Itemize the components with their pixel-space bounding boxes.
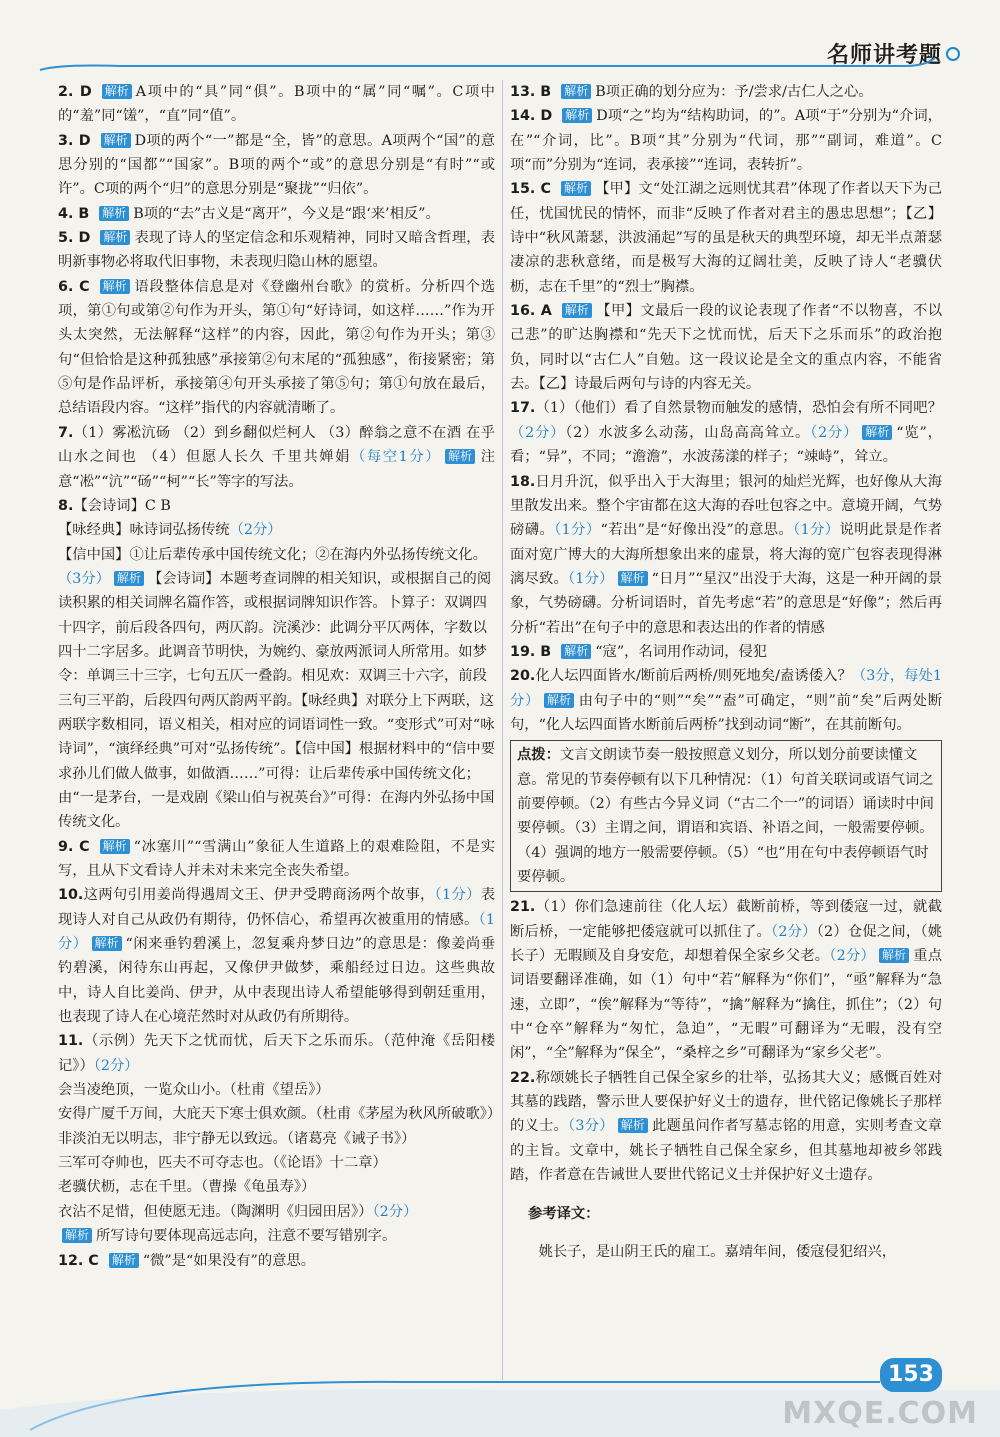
sub-answer bbox=[58, 518, 495, 542]
analysis-tag: 解析 bbox=[562, 108, 592, 123]
score-note: （2分） bbox=[771, 923, 817, 940]
example-line bbox=[58, 1175, 495, 1199]
answer-text: A项中的“具”同“俱”。B项中的“属”同“嘱”。C项中的“羞”同“馐”，“直”同“值”。 bbox=[58, 84, 495, 125]
question-number: 2. bbox=[58, 84, 74, 100]
question-item bbox=[58, 883, 495, 1029]
right-column bbox=[510, 80, 942, 1265]
example-text: 安得广厦千万间，大庇天下寒士俱欢颜。（杜甫《茅屋为秋风所破歌》） bbox=[58, 1106, 502, 1123]
question-number: 11. bbox=[58, 1033, 84, 1050]
score-note: （1分） bbox=[793, 522, 840, 539]
score-note: （1分） bbox=[567, 570, 614, 587]
question-item bbox=[510, 104, 942, 177]
answer-letter: B bbox=[535, 643, 552, 660]
question-item bbox=[510, 396, 942, 469]
score-note: （2分） bbox=[510, 424, 566, 441]
analysis-tag: 解析 bbox=[561, 181, 591, 196]
score-note: （2分） bbox=[229, 522, 282, 539]
example-line bbox=[58, 1078, 495, 1102]
answer-letter: B bbox=[535, 84, 552, 100]
analysis-tag: 解析 bbox=[100, 279, 130, 294]
analysis-tag: 解析 bbox=[102, 84, 132, 99]
answer-text: （1）（他们）看了自然景物而触发的感情，恐怕会有所不同吧？ bbox=[535, 400, 942, 417]
answer-text: B项的“去”古义是“离开”，今义是“跟‘来’相反”。 bbox=[133, 205, 440, 222]
answer-text: （2）仓促之间，（姚长子）无暇顾及自身安危，却想着保全家乡父老。 bbox=[510, 923, 942, 965]
score-note: （2分） bbox=[829, 948, 875, 965]
question-item bbox=[58, 421, 495, 494]
analysis-text: 注意“凇”“沆”“砀”“柯”“长”等字的写法。 bbox=[58, 449, 495, 490]
reference-label: 参考译文： bbox=[528, 1205, 600, 1222]
question-number: 21. bbox=[510, 899, 536, 916]
section-title: 名师讲考题 bbox=[826, 43, 942, 68]
analysis-tag: 解析 bbox=[879, 948, 909, 963]
question-number: 6. bbox=[58, 278, 74, 295]
question-number: 9. bbox=[58, 838, 74, 855]
answer-text: 【甲】文最后一段的议论表现了作者“不以物喜，不以己悲”的旷达胸襟和“先天下之忧而忧，后天下之乐而乐”的政治抱负，同时以“古仁人”自勉。这一段议论是全文的重点内容，不能省去。【乙】诗最后两句与诗的内容无关。 bbox=[510, 303, 942, 393]
score-note: （2分） bbox=[372, 1203, 418, 1220]
score-note: （每空1分） bbox=[350, 449, 442, 466]
question-item bbox=[510, 640, 942, 664]
tip-label: 点拨： bbox=[517, 747, 560, 764]
analysis-tag: 解析 bbox=[562, 303, 592, 318]
score-note: （3分） bbox=[568, 1118, 614, 1135]
reference-text: 姚长子，是山阴王氏的雇工。嘉靖年间，倭寇侵犯绍兴， bbox=[538, 1244, 897, 1261]
tip-box bbox=[510, 740, 942, 892]
analysis-text: 重点词语要翻译准确，如（1）句中“若”解释为“你们”，“亟”解释为“急速，立即”，“俟”解释为“等待”，“擒”解释为“擒住，抓住”；（2）句中“仓卒”解释为“匆忙，急迫”，“无暇”可翻译为“无暇，没有空闲”，“全”解释为“保全”，“桑梓之乡”可翻译为“家乡父老”。 bbox=[510, 948, 943, 1062]
question-number: 16. bbox=[510, 303, 536, 320]
question-item bbox=[510, 664, 942, 737]
example-line bbox=[58, 1127, 495, 1151]
analysis-tag: 解析 bbox=[561, 644, 591, 659]
example-text: 非淡泊无以明志，非宁静无以致远。（诸葛亮《诫子书》） bbox=[58, 1130, 416, 1147]
header-curve bbox=[0, 0, 1000, 80]
sub-answer bbox=[58, 543, 495, 835]
answer-letter: C bbox=[73, 838, 90, 855]
answer-text: 说明此景是作者面对宽广博大的大海所想象出来的虚景，将大海的宽广包容表现得淋漓尽致。 bbox=[510, 522, 942, 587]
answer-text: 【会诗词】C B bbox=[73, 497, 171, 514]
score-note: （2分） bbox=[810, 424, 859, 441]
question-item bbox=[58, 835, 495, 884]
answer-text: （1）你们急速前往（化人坛）截断前桥，等到倭寇一过，就截断后桥，一定能够把倭寇就可以抓住了。 bbox=[510, 899, 942, 940]
column-divider bbox=[502, 80, 503, 1380]
analysis-tag: 解析 bbox=[114, 571, 144, 586]
question-number: 13. bbox=[510, 84, 536, 100]
answer-text: “微”是“如果没有”的意思。 bbox=[142, 1252, 316, 1269]
analysis-tag: 解析 bbox=[101, 133, 131, 148]
score-note: （2分） bbox=[93, 1057, 139, 1074]
question-item bbox=[510, 299, 942, 396]
analysis-tag: 解析 bbox=[618, 1118, 648, 1133]
score-note: （1分） bbox=[58, 911, 495, 953]
score-note: （1分） bbox=[554, 522, 601, 539]
question-item bbox=[510, 1066, 942, 1188]
left-column bbox=[58, 80, 502, 1273]
question-item bbox=[58, 80, 495, 129]
question-number: 12. bbox=[58, 1252, 84, 1269]
page-number: 153 bbox=[880, 1358, 942, 1392]
answer-letter: C bbox=[535, 181, 551, 198]
answer-text: 表现诗人对自己从政仍有期待，仍怀信心，希望再次被重用的情感。 bbox=[58, 887, 495, 928]
answer-text: D项的两个“一”都是“全，皆”的意思。A项两个“国”的意思分别的“国都”“国家”。B项的两个“或”的意思分别是“有时”“或许”。C项的两个“归”的意思分别是“聚拢”“归依”。 bbox=[58, 132, 495, 198]
answer-text: 这两句引用姜尚得遇周文王、伊尹受聘商汤两个故事， bbox=[83, 887, 435, 904]
analysis-tag: 解析 bbox=[99, 206, 129, 221]
analysis-tag: 解析 bbox=[618, 571, 648, 586]
analysis-tag: 解析 bbox=[100, 839, 130, 854]
example-line bbox=[58, 1151, 495, 1175]
analysis-text: 此题虽问作者写墓志铭的用意，实则考查文章的主旨。文章中，姚长子牺牲自己保全家乡，但其墓地却被乡邻践踏，作者意在告诫世人要世代铭记义士并保护好义士遗存。 bbox=[510, 1118, 942, 1184]
example-line bbox=[58, 1102, 502, 1126]
question-number: 19. bbox=[510, 643, 536, 660]
answer-text: 语段整体信息是对《登幽州台歌》的赏析。分析四个选项，第①句或第②句作为开头，第①句“好诗词，如这样……”作为开头太突然，无法解释“这样”的内容，因此，第②句作为开头；第③句“但恰恰是这种孤独感”承接第②句末尾的“孤独感”，衔接紧密；第⑤句是作品评析，承接第④句开头承接了第⑤句；第①句放在最后，总结语段内容。“这样”指代的内容就清晰了。 bbox=[58, 278, 495, 417]
question-number: 14. bbox=[510, 108, 536, 125]
analysis-tag: 解析 bbox=[561, 84, 591, 99]
question-number: 10. bbox=[58, 887, 84, 904]
answer-letter: D bbox=[73, 230, 91, 247]
score-note: （3分，每处1分） bbox=[510, 668, 942, 709]
question-item bbox=[510, 470, 942, 640]
question-item bbox=[58, 202, 495, 226]
analysis-text: 由句子中的“则”“矣”“盍”可确定，“则”前“矣”后两处断句，“化人坛四面皆水断前后两桥”找到动词“断”，在其前断句。 bbox=[510, 692, 943, 733]
answer-letter: D bbox=[73, 84, 92, 100]
answer-letter: D bbox=[73, 132, 91, 149]
answer-text: 【咏经典】咏诗词弘扬传统 bbox=[58, 522, 230, 539]
example-line bbox=[58, 1200, 495, 1224]
question-number: 5. bbox=[58, 230, 74, 247]
analysis-tag: 解析 bbox=[544, 693, 574, 708]
tip-text: 文言文朗读节奏一般按照意义划分，所以划分前要读懂文意。常见的节奏停顿有以下几种情况：（1）句首关联词或语气词之前要停顿。（2）有些古今异义词（“古二个一”的词语）诵读时中间要停顿。（3）主谓之间，谓语和宾语、补语之间，一般需要停顿。（4）强调的地方一般需要停顿。（5）“也”用在句中表停顿语气时要停顿。 bbox=[517, 747, 934, 885]
example-text: 会当凌绝顶，一览众山小。（杜甫《望岳》） bbox=[58, 1082, 330, 1099]
answer-text: “若出”是“好像出没”的意思。 bbox=[600, 522, 794, 539]
answer-text: 【信中国】①让后辈传承中国传统文化；②在海内外弘扬传统文化。 bbox=[58, 546, 487, 563]
answer-letter: C bbox=[83, 1252, 99, 1269]
example-text: 三军可夺帅也，匹夫不可夺志也。（《论语》十二章） bbox=[58, 1155, 387, 1172]
answer-text: D项“之”均为“结构助词，的”。A项“于”分别为“介词，在”“介词，比”。B项“其”分别为“代词，那”“副词，难道”。C项“而”分别为“连词，表承接”“连词，表转折”。 bbox=[510, 108, 942, 174]
analysis-tag: 解析 bbox=[445, 449, 475, 464]
answer-text: 表现了诗人的坚定信念和乐观精神，同时又暗含哲理，表明新事物必将取代旧事物，未表现归隐山林的愿望。 bbox=[58, 230, 495, 271]
question-item bbox=[510, 177, 942, 299]
answer-text: “寇”，名词用作动词，侵犯 bbox=[595, 643, 768, 660]
answer-text: 日月升沉，似乎出入于大海里；银河的灿烂光辉，也好像从大海里散发出来。整个宇宙都在这大海的吞吐包容之中。意境开阔，气势磅礴。 bbox=[510, 473, 942, 539]
analysis-text: 【会诗词】本题考查词牌的相关知识，或根据自己的阅读积累的相关词牌名篇作答，或根据词牌知识作答。卜算子：双调四十四字，前后段各四句，两仄韵。浣溪沙：此调分平仄两体，字数以四十二字居多。此调音节明快，为婉约、豪放两派词人所常用。如梦令：单调三十三字，七句五仄一叠韵。相见欢：双调三十六字，前段三句三平韵，后段四句两仄韵两平韵。【咏经典】对联分上下两联，这两联字数相同，语义相关，相对应的词语词性一致。“变形式”可对“咏诗词”，“演绎经典”可对“弘扬传统”。【信中国】根据材料中的“信中要求孙儿们做人做事，如做酒……”可得：让后辈传承中国传统文化；由“一是茅台，一是戏剧《梁山伯与祝英台》”可得：在海内外弘扬中国传统文化。 bbox=[58, 570, 496, 831]
question-number: 17. bbox=[510, 400, 536, 417]
analysis-tag: 解析 bbox=[862, 425, 892, 440]
question-number: 15. bbox=[510, 181, 536, 198]
answer-letter: A bbox=[535, 303, 552, 320]
question-item bbox=[58, 494, 495, 518]
answer-text: （示例）先天下之忧而忧，后天下之乐而乐。（范仲淹《岳阳楼记》） bbox=[58, 1033, 495, 1074]
answer-letter: C bbox=[73, 278, 90, 295]
example-text: 老骥伏枥，志在千里。（曹操《龟虽寿》） bbox=[58, 1179, 316, 1196]
question-item bbox=[58, 1249, 495, 1273]
analysis-line bbox=[58, 1224, 495, 1248]
analysis-text: “日月”“星汉”出没于大海，这是一种开阔的景象，气势磅礴。分析词语时，首先考虑“若”的意思是“好像”；然后再分析“若出”在句子中的意思和表达出的作者的情感 bbox=[510, 570, 943, 636]
answer-text: （1）雾凇沆砀 （2）到乡翻似烂柯人 （3）醉翁之意不在酒 在乎山水之间也 （4）但愿人长久 千里共婵娟 bbox=[58, 424, 495, 466]
question-item bbox=[510, 895, 942, 1065]
analysis-tag: 解析 bbox=[100, 230, 130, 245]
analysis-text: “览”，看；“异”，不同；“澹澹”，水波荡漾的样子；“竦峙”，耸立。 bbox=[510, 424, 942, 466]
question-item bbox=[58, 129, 495, 202]
answer-text: （2）水波多么动荡，山岛高高耸立。 bbox=[565, 424, 811, 441]
answer-text: 化人坛四面皆水/断前后两桥/则死地矣/盍诱倭入？ bbox=[535, 668, 852, 685]
example-text: 衣沾不足惜，但使愿无违。（陶渊明《归园田居》） bbox=[58, 1203, 373, 1220]
question-number: 4. bbox=[58, 205, 74, 222]
question-item bbox=[58, 275, 495, 421]
analysis-text: “闲来垂钓碧溪上，忽复乘舟梦日边”的意思是：像姜尚垂钓碧溪，闲待东山再起，又像伊尹做梦，乘船经过日边。这些典故中，诗人自比姜尚、伊尹，从中表现出诗人希望能够得到朝廷重用，也表现了诗人在心境茫然时对从政仍有所期待。 bbox=[58, 936, 495, 1026]
answer-letter: B bbox=[73, 205, 90, 222]
score-note: （1分） bbox=[434, 887, 481, 904]
question-number: 22. bbox=[510, 1069, 536, 1086]
analysis-tag: 解析 bbox=[62, 1228, 92, 1243]
question-number: 3. bbox=[58, 132, 74, 149]
answer-text: B项正确的划分应为：予/尝求/古仁人之心。 bbox=[595, 84, 873, 100]
watermark-text: MXQE.COM bbox=[782, 1396, 978, 1431]
page-header bbox=[0, 0, 1000, 80]
question-number: 20. bbox=[510, 668, 536, 685]
analysis-tag: 解析 bbox=[109, 1253, 139, 1268]
analysis-tag: 解析 bbox=[92, 936, 122, 951]
question-item bbox=[510, 80, 942, 104]
score-note: （3分） bbox=[58, 570, 110, 587]
question-number: 8. bbox=[58, 497, 74, 514]
question-item bbox=[58, 1029, 495, 1078]
answer-text: 【甲】文“处江湖之远则忧其君”体现了作者以天下为己任，忧国忧民的情怀，而非“反映了作者对君主的愚忠思想”；【乙】诗中“秋风萧瑟，洪波涌起”写的虽是秋天的典型环境，却无半点萧瑟凄凉的悲秋意绪，而是极写大海的辽阔壮美，反映了诗人“老骥伏枥，志在千里”的“烈士”胸襟。 bbox=[510, 181, 942, 295]
question-number: 18. bbox=[510, 473, 536, 490]
question-number: 7. bbox=[58, 424, 74, 441]
answer-text: 称颂姚长子牺牲自己保全家乡的壮举，弘扬其大义；感慨百姓对其墓的践踏，警示世人要保护好义士的遗存，世代铭记像姚长子那样的义士。 bbox=[510, 1069, 942, 1135]
answer-text: “冰塞川”“雪满山”象征人生道路上的艰难险阻，不是实写，且从下文看诗人并未对未来完全丧失希望。 bbox=[58, 838, 495, 879]
question-item bbox=[58, 226, 495, 275]
answer-letter: D bbox=[535, 108, 553, 125]
analysis-text: 所写诗句要体现高远志向，注意不要写错别字。 bbox=[96, 1228, 397, 1245]
